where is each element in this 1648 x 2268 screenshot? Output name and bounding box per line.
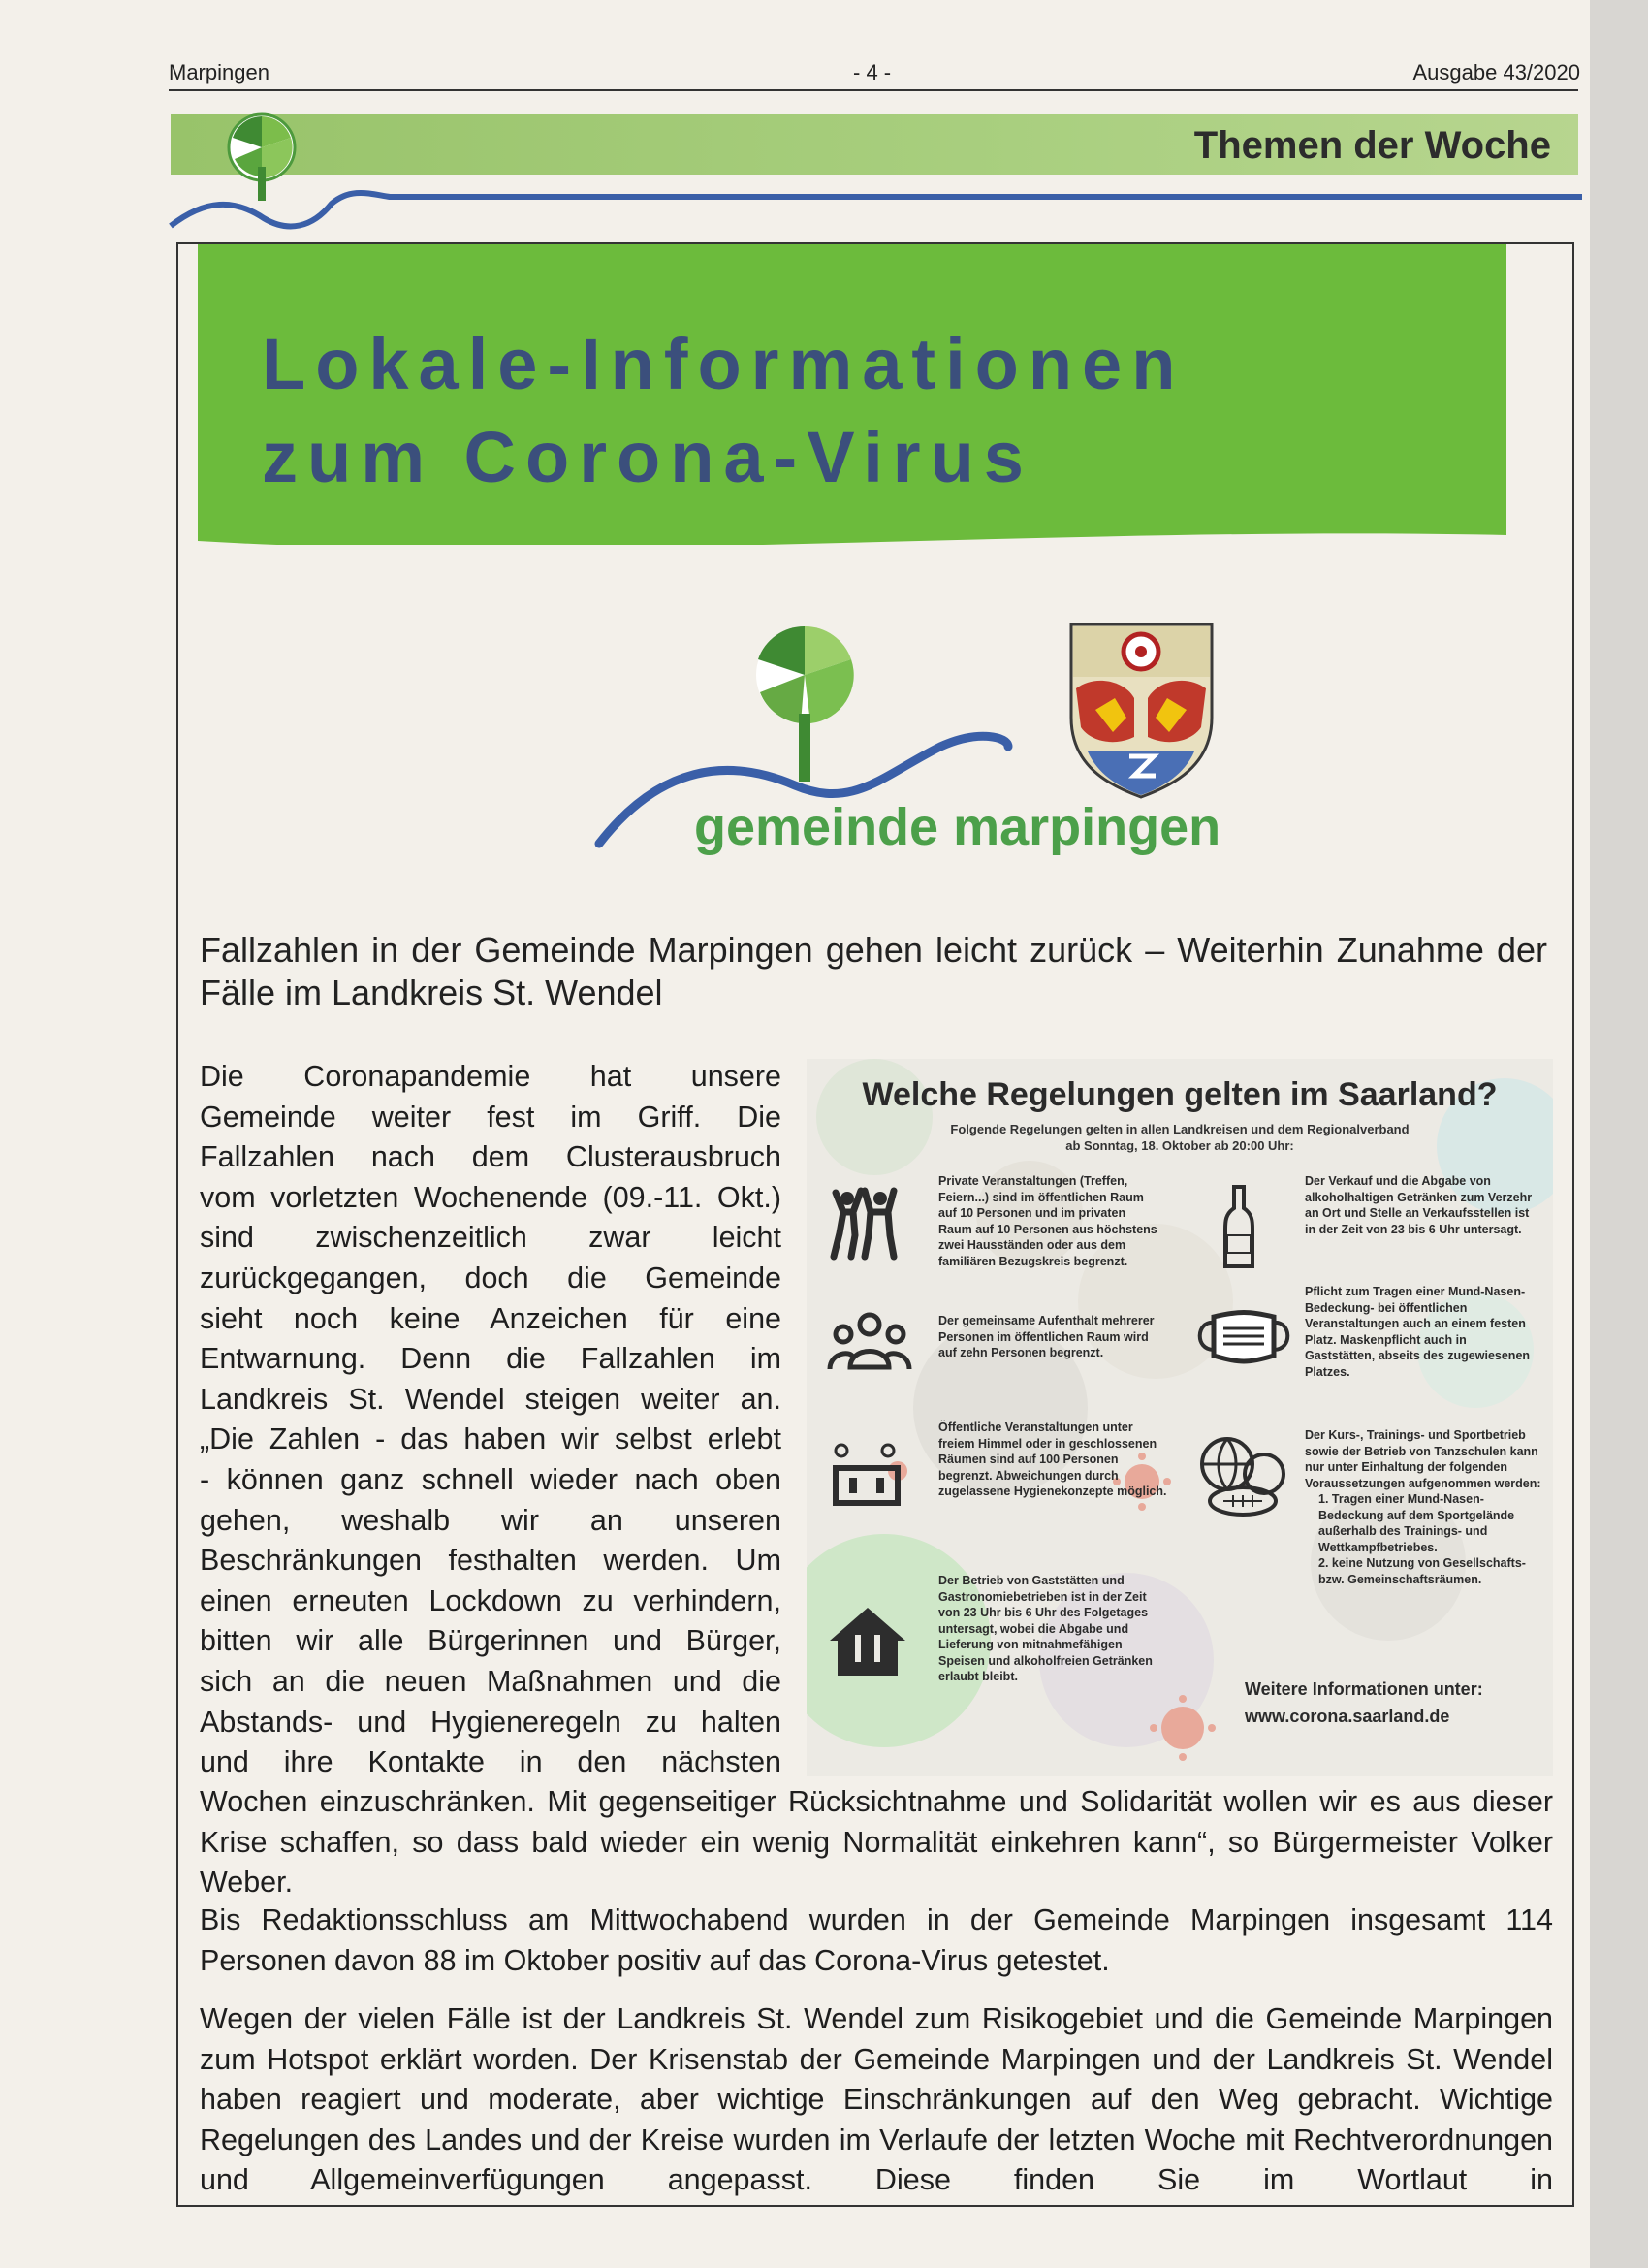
infographic-background [807, 1059, 1553, 1776]
rule-mask: Pflicht zum Tragen einer Mund-Nasen-Bedeckung- bei öffentlichen Veranstaltungen auch an einem festen Platz. Maskenpflicht auch in Gaststätten, abseits des zugewiesenen Platzes. [1305, 1285, 1531, 1379]
tree-logo-icon [756, 626, 854, 782]
column-line: bitten wir alle Bürgerinnen und Bürger, [200, 1624, 781, 1658]
page-edge [1590, 0, 1648, 2268]
article-paragraph: Wegen der vielen Fälle ist der Landkreis St. Wendel zum Risikogebiet und die Gemeinde Marpingen zum Hotspot erklärt worden. Der Krisenstab der Gemeinde Marpingen und der Landkreis St. Wendel haben reagiert und moderate, aber wichtige Einschränkungen auf den Weg gebracht. Wichtige Regelungen des Landes und der Kreise wurden im Verlaufe der letzten Woche mit Rechtverordnungen und Allgemeinverfügungen angepasst. Diese finden Sie im Wortlaut in [200, 2002, 1553, 2197]
sports-balls-icon [1194, 1433, 1291, 1520]
header-municipality: Marpingen [169, 60, 269, 84]
rule-alcohol: Der Verkauf und die Abgabe von alkoholhaltigen Getränken zum Verzehr an Ort und Stelle an Verkaufsstellen ist in der Zeit von 23 bis 6 Uhr untersagt. [1305, 1174, 1533, 1236]
section-title: Themen der Woche [1193, 124, 1551, 167]
column-line: „Die Zahlen - das haben wir selbst erlebt [200, 1422, 781, 1456]
rule-sport-item: 2. keine Nutzung von Gesellschafts- bzw. Gemeinschaftsräumen. [1318, 1556, 1526, 1586]
article-paragraph: Bis Redaktionsschluss am Mittwochabend wurden in der Gemeinde Marpingen insgesamt 114 Personen davon 88 im Oktober positiv auf das Corona-Virus getestet. [200, 1903, 1553, 1977]
municipal-tree-icon [165, 109, 301, 235]
banner-title [262, 318, 1185, 504]
column-line: Fallzahlen nach dem Clusterausbruch [200, 1140, 781, 1174]
rule-sport [1305, 1427, 1543, 1587]
column-line: - können ganz schnell wieder nach oben [200, 1462, 781, 1496]
header-rule [169, 89, 1578, 91]
rule-public-gathering: Der gemeinsame Aufenthalt mehrerer Personen im öffentlichen Raum wird auf zehn Personen begrenzt. [938, 1314, 1155, 1359]
coat-of-arms-icon [1071, 624, 1212, 797]
banner-title-line2: zum Corona-Virus [262, 417, 1033, 497]
bottle-icon [1220, 1183, 1258, 1270]
gemeinde-wordmark: gemeinde marpingen [694, 798, 1221, 856]
column-line: Die Coronapandemie hat unsere [200, 1060, 781, 1093]
more-info-label: Weitere Informationen unter: [1245, 1679, 1483, 1699]
group-people-icon [826, 1309, 913, 1377]
column-line: und ihre Kontakte in den nächsten [200, 1745, 781, 1779]
column-line: gehen, weshalb wir an unseren [200, 1503, 781, 1537]
banner-title-line1: Lokale-Informationen [262, 324, 1186, 404]
column-line: Landkreis St. Wendel steigen weiter an. [200, 1382, 781, 1416]
header-wave-icon [167, 179, 1582, 238]
column-line: Entwarnung. Denn die Fallzahlen im [200, 1342, 781, 1376]
event-stage-icon [828, 1435, 905, 1513]
column-line: zurückgegangen, doch die Gemeinde [200, 1261, 781, 1294]
page-number: - 4 - [853, 60, 892, 84]
section-band [171, 114, 1578, 175]
regulations-infographic [807, 1059, 1553, 1776]
rule-public-events: Öffentliche Veranstaltungen unter freiem Himmel oder in geschlossenen Räumen sind auf 100 Personen begrenzt. Abweichungen durch zugelassene Hygienekonzepte möglich. [938, 1421, 1167, 1498]
column-line: sich an die neuen Maßnahmen und die [200, 1664, 781, 1698]
column-line: sieht noch keine Anzeichen für eine [200, 1301, 781, 1335]
column-line: Beschränkungen festhalten werden. Um [200, 1544, 781, 1578]
restaurant-house-icon [824, 1602, 911, 1679]
subtitle-line: ab Sonntag, 18. Oktober ab 20:00 Uhr: [1065, 1138, 1294, 1153]
column-line: sind zwischenzeitlich zwar leicht [200, 1221, 781, 1255]
rule-sport-item: 1. Tragen einer Mund-Nasen-Bedeckung auf dem Sportgelände außerhalb des Trainings- und Wettkampfbetriebes. [1318, 1492, 1515, 1554]
face-mask-icon [1190, 1307, 1297, 1365]
column-line: Gemeinde weiter fest im Griff. Die [200, 1100, 781, 1134]
more-info [1245, 1676, 1483, 1730]
column-line: einen erneuten Lockdown zu verhindern, [200, 1583, 781, 1617]
infographic-subtitle [807, 1121, 1553, 1154]
subtitle-line: Folgende Regelungen gelten in allen Landkreisen und dem Regionalverband [950, 1122, 1410, 1136]
rule-gastronomy: Der Betrieb von Gaststätten und Gastronomiebetrieben ist in der Zeit von 23 Uhr bis 6 Uhr des Folgetages untersagt, wobei die Abgabe und Lieferung von mitnahmefähigen Speisen und alkoholfreien Getränken erlaubt bleibt. [938, 1574, 1153, 1683]
article-paragraph: Wochen einzuschränken. Mit gegenseitiger Rücksichtnahme und Solidarität wollen wir es aus dieser Krise schaffen, so dass bald wieder ein wenig Normalität einkehren kann“, so Bürgermeister Volker Weber. [200, 1785, 1553, 1900]
column-line: Abstands- und Hygieneregeln zu halten [200, 1705, 781, 1739]
more-info-link[interactable]: www.corona.saarland.de [1245, 1707, 1450, 1726]
article-column [200, 1057, 781, 1783]
issue-number: Ausgabe 43/2020 [1412, 60, 1580, 84]
infographic-title: Welche Regelungen gelten im Saarland? [862, 1076, 1498, 1113]
article-headline: Fallzahlen in der Gemeinde Marpingen gehen leicht zurück – Weiterhin Zunahme der Fälle im Landkreis St. Wendel [200, 930, 1547, 1012]
rule-private-events: Private Veranstaltungen (Treffen, Feiern...) sind im öffentlichen Raum auf 10 Personen und im privaten Raum auf 10 Personen aus höchstens zwei Hausständen oder aus dem familiären Bezugskreis begrenzt. [938, 1174, 1157, 1268]
party-people-icon [826, 1185, 903, 1262]
rule-sport-intro: Der Kurs-, Trainings- und Sportbetrieb sowie der Betrieb von Tanzschulen kann nur unter Einhaltung der folgenden Voraussetzungen aufgenommen werden: [1305, 1428, 1541, 1490]
column-line: vom vorletzten Wochenende (09.-11. Okt.) [200, 1180, 781, 1214]
